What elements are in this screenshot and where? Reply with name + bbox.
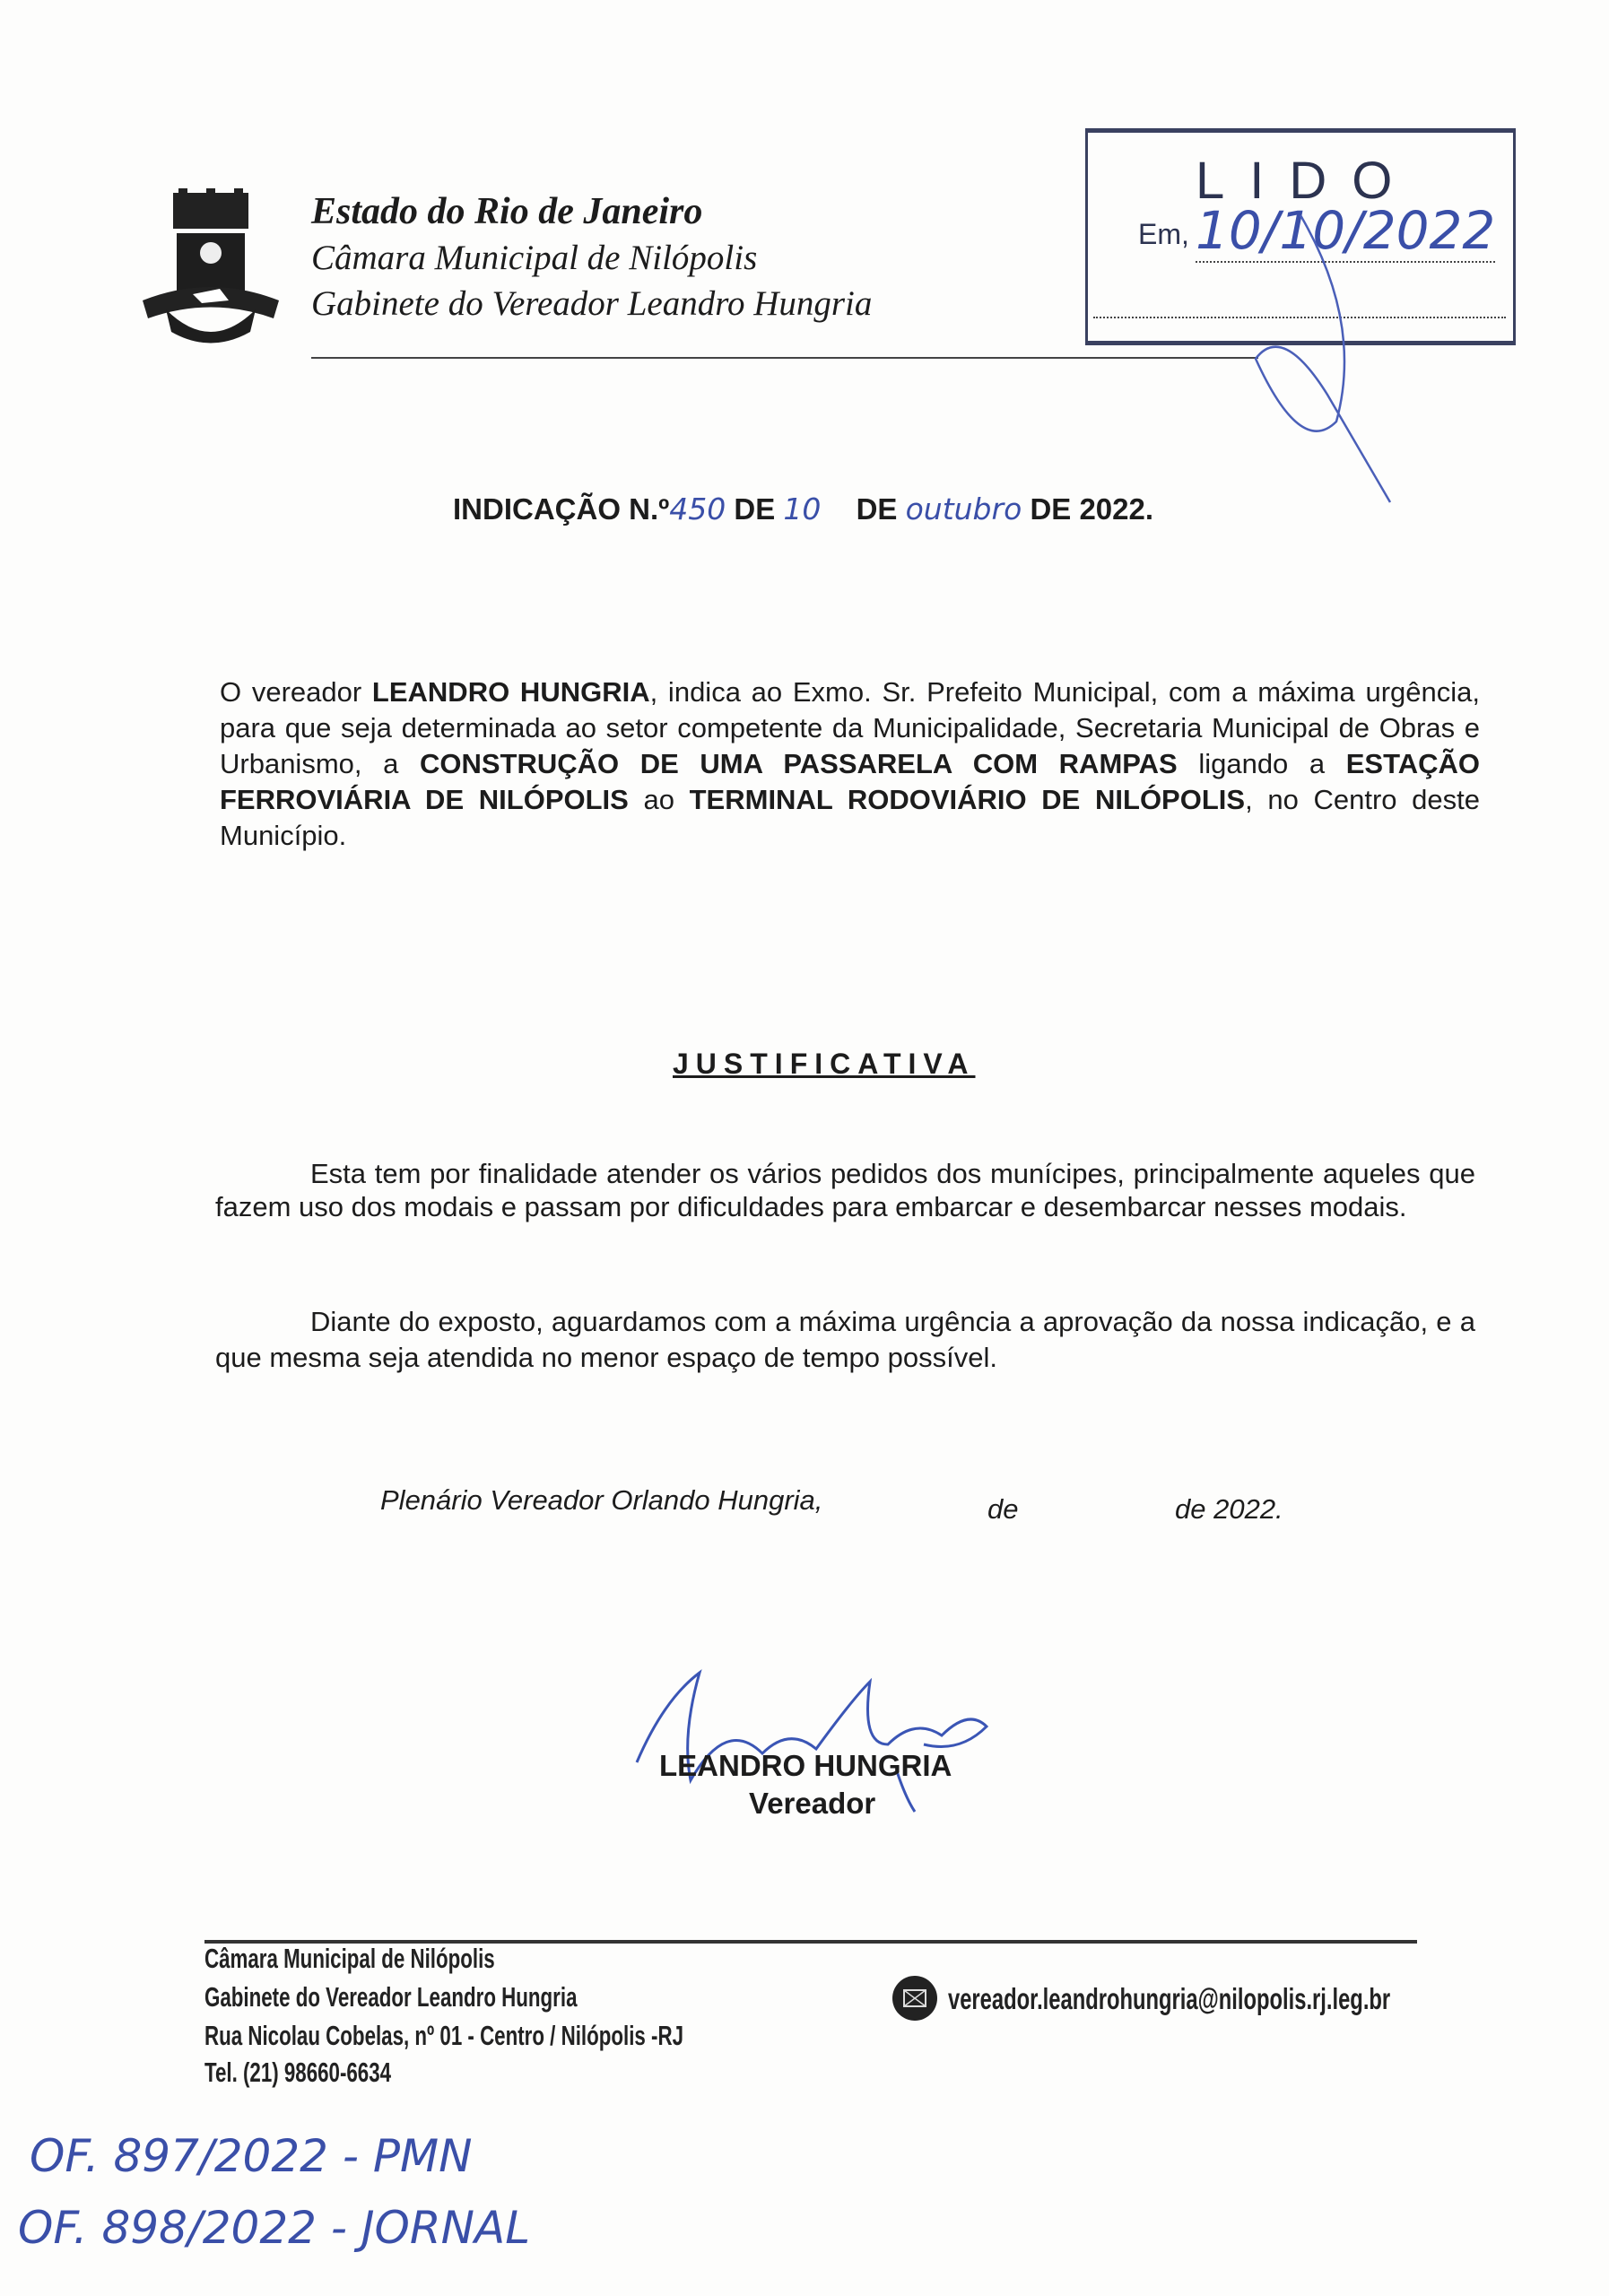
signature-role: Vereador [749,1787,876,1820]
handwritten-note-2: OF. 898/2022 - JORNAL [18,2202,531,2254]
title-year: DE 2022. [1030,492,1154,526]
header-state: Estado do Rio de Janeiro [311,191,703,232]
body-bold: TERMINAL RODOVIÁRIO DE NILÓPOLIS [689,784,1246,815]
handwritten-note-1: OF. 897/2022 - PMN [30,2130,473,2182]
body-bold: LEANDRO HUNGRIA [371,676,650,708]
stamp-label: LIDO [1196,152,1418,210]
stamp-em-label: Em, [1138,218,1189,250]
title-de: DE [856,492,898,526]
footer-chamber: Câmara Municipal de Nilópolis [204,1943,495,1974]
indication-number: 450 [669,491,726,526]
title-prefix: INDICAÇÃO N.º [453,492,670,526]
body-text: O vereador [220,676,372,708]
stamp-initials-scribble [1229,215,1408,511]
envelope-icon [892,1976,937,2021]
justification-heading: JUSTIFICATIVA [673,1048,976,1080]
footer-address: Rua Nicolau Cobelas, nº 01 - Centro / Nilópolis -RJ [204,2020,683,2051]
document-title [453,491,1153,526]
closing-de: de [987,1493,1019,1525]
signature-name: LEANDRO HUNGRIA [659,1749,952,1782]
closing-place: Plenário Vereador Orlando Hungria, [380,1484,823,1516]
body-bold: CONSTRUÇÃO DE UMA PASSARELA COM RAMPAS [419,748,1178,779]
body-bold: ESTAÇÃO FERROVIÁRIA DE NILÓPOLIS [220,748,1480,815]
coat-of-arms-logo [139,188,283,345]
title-month: outubro [905,491,1022,526]
body-text: , no Centro deste Município. [220,784,1480,851]
stamp-date: 10/10/2022 [1196,200,1496,261]
header-office: Gabinete do Vereador Leandro Hungria [311,284,873,323]
title-de: DE [734,492,776,526]
header-divider [311,357,1258,359]
title-day: 10 [783,491,822,526]
body-text: ao [628,784,690,815]
justification-para-1: Esta tem por finalidade atender os vários pedidos dos munícipes, principalmente aqueles que fazem uso dos modais e passam por dificuldades para embarcar e desembarcar nesses modais. [215,1158,1475,1222]
footer-phone: Tel. (21) 98660-6634 [204,2057,392,2088]
body-text: ligando a [1177,748,1346,779]
closing-year: de 2022. [1175,1493,1283,1525]
body-text: , indica ao Exmo. Sr. Prefeito Municipal, com a máxima urgência, para que seja determinada ao setor competente da Municipalidade, Secretaria Municipal de Obras e Urbanismo, a [220,676,1480,779]
footer-office: Gabinete do Vereador Leandro Hungria [204,1981,578,2013]
indication-body [220,674,1480,854]
justification-para-2: Diante do exposto, aguardamos com a máxima urgência a aprovação da nossa indicação, e a que mesma seja atendida no menor espaço de tempo possível. [215,1306,1475,1373]
header-chamber: Câmara Municipal de Nilópolis [311,239,758,277]
footer-email: vereador.leandrohungria@nilopolis.rj.leg.br [948,1982,1391,2015]
